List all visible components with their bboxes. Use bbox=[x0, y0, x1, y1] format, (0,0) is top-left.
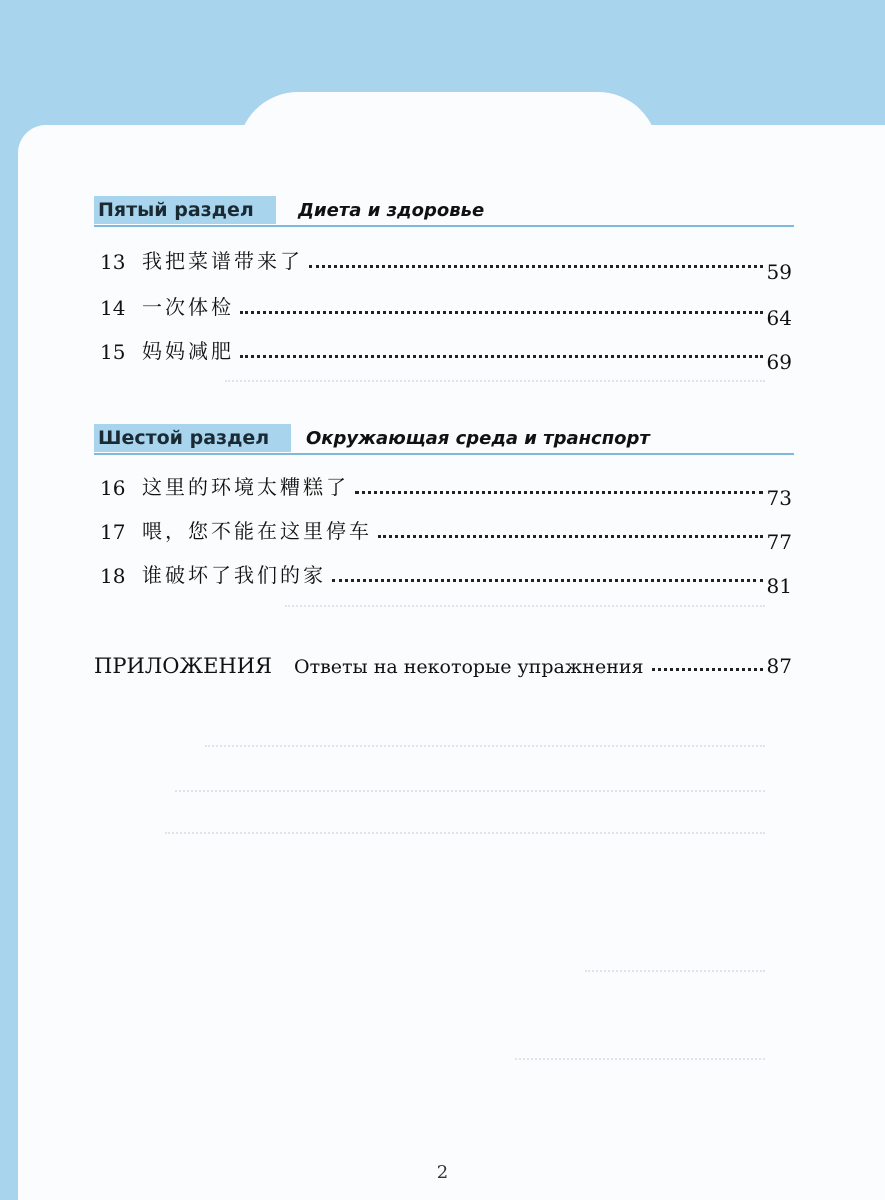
dot-leader bbox=[378, 535, 763, 538]
entry-number: 16 bbox=[100, 476, 126, 500]
section-label: Пятый раздел bbox=[94, 196, 276, 224]
dot-leader bbox=[355, 491, 763, 494]
entry-title: 喂，您不能在这里停车 bbox=[142, 519, 372, 543]
section-rule bbox=[94, 453, 794, 455]
entry-number: 17 bbox=[100, 520, 126, 544]
toc-entry[interactable] bbox=[100, 466, 792, 510]
dot-leader bbox=[240, 355, 763, 358]
section-header-5 bbox=[94, 196, 794, 226]
entry-page: 73 bbox=[766, 486, 792, 510]
page-number: 2 bbox=[436, 1162, 449, 1183]
section-label: Шестой раздел bbox=[94, 424, 291, 452]
dot-leader bbox=[240, 311, 763, 314]
entry-number: 14 bbox=[100, 296, 126, 320]
entry-title: 妈妈减肥 bbox=[142, 339, 234, 363]
toc-entry[interactable] bbox=[100, 330, 792, 374]
dot-leader bbox=[652, 668, 763, 671]
entry-page: 59 bbox=[766, 260, 792, 284]
section-rule bbox=[94, 225, 794, 227]
entry-page: 81 bbox=[766, 574, 792, 598]
section-subtitle: Окружающая среда и транспорт bbox=[306, 428, 650, 449]
entry-title: 一次体检 bbox=[142, 295, 234, 319]
entry-number: 15 bbox=[100, 340, 126, 364]
appendix-heading: ПРИЛОЖЕНИЯ bbox=[94, 654, 273, 678]
entry-page: 69 bbox=[766, 350, 792, 374]
appendix-page: 87 bbox=[766, 654, 792, 678]
toc-entry[interactable] bbox=[100, 554, 792, 598]
section-subtitle: Диета и здоровье bbox=[298, 200, 485, 221]
section-header-6 bbox=[94, 424, 794, 454]
entry-number: 13 bbox=[100, 250, 126, 274]
entry-title: 这里的环境太糟糕了 bbox=[142, 475, 349, 499]
appendix-description: Ответы на некоторые упражнения bbox=[294, 656, 644, 678]
entry-number: 18 bbox=[100, 564, 126, 588]
entry-title: 谁破坏了我们的家 bbox=[142, 563, 326, 587]
appendix-entry[interactable] bbox=[94, 642, 792, 678]
toc-entry[interactable] bbox=[100, 240, 792, 284]
toc-entry[interactable] bbox=[100, 510, 792, 554]
entry-page: 64 bbox=[766, 306, 792, 330]
toc-entry[interactable] bbox=[100, 286, 792, 330]
entry-page: 77 bbox=[766, 530, 792, 554]
page-tab-shape bbox=[238, 92, 658, 162]
dot-leader bbox=[332, 579, 763, 582]
dot-leader bbox=[309, 265, 763, 268]
entry-title: 我把菜谱带来了 bbox=[142, 249, 303, 273]
